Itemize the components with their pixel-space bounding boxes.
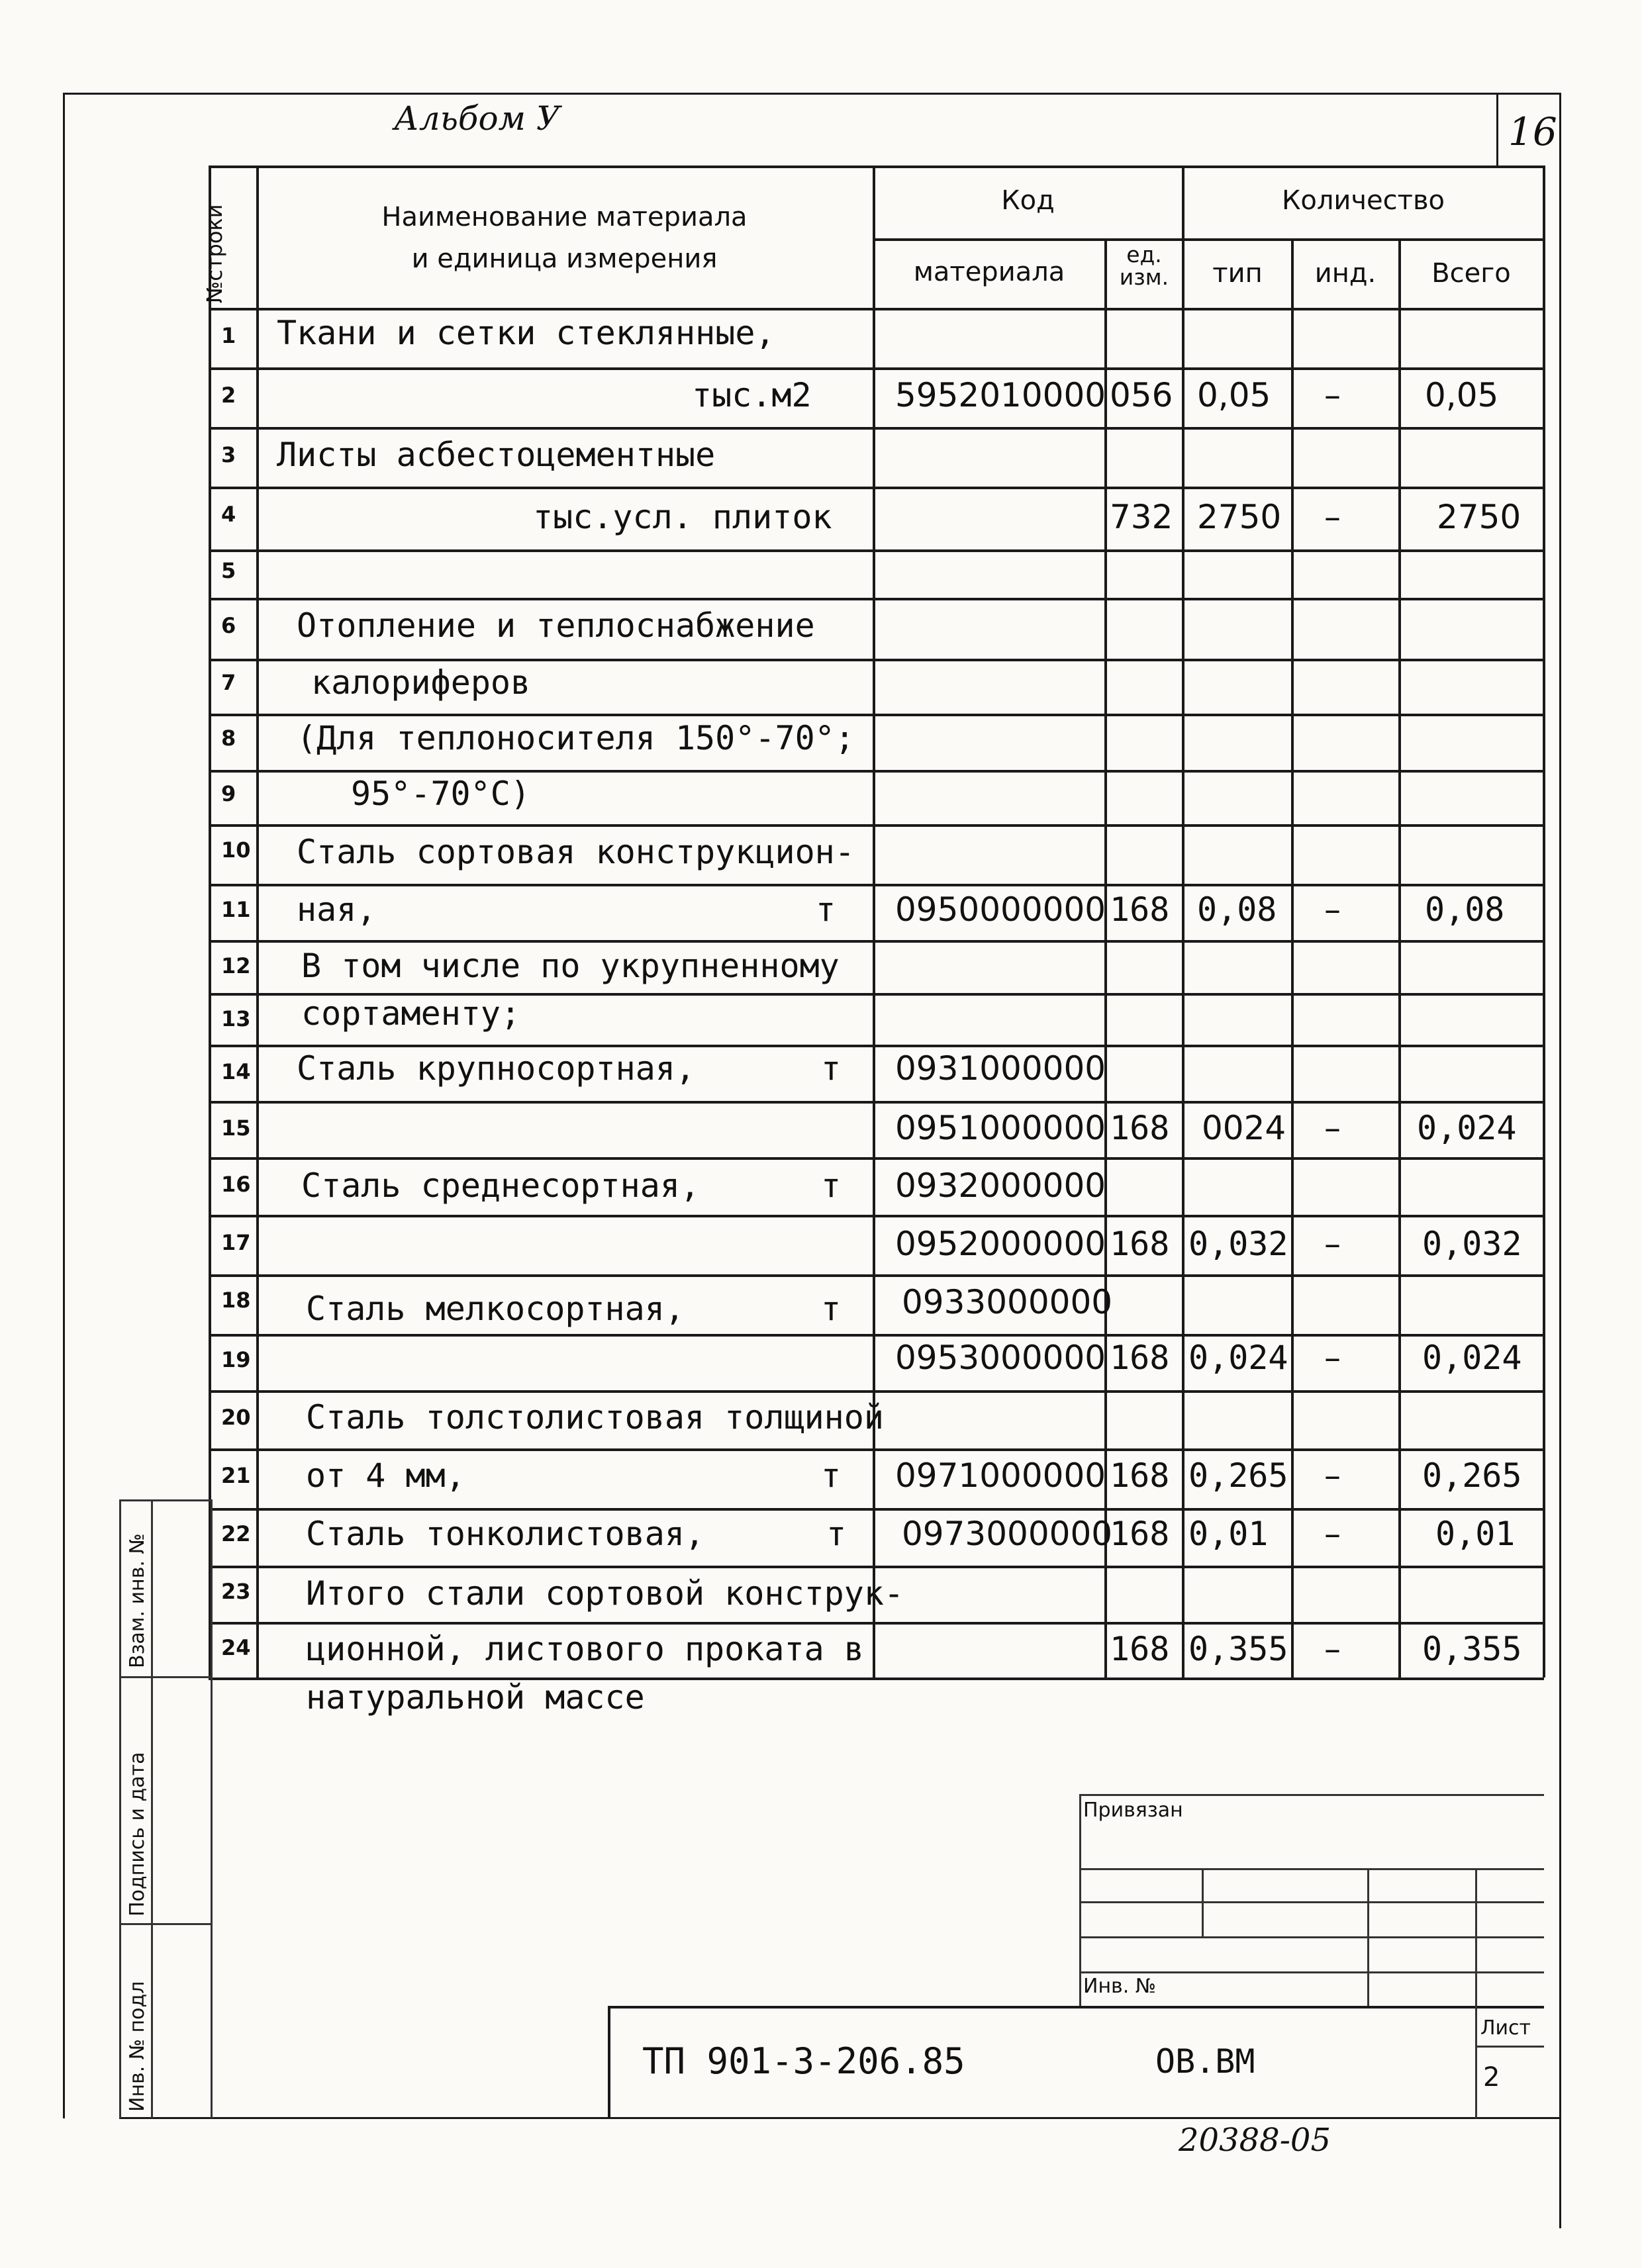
row-number: 23 bbox=[221, 1579, 251, 1604]
row-code: 0971000000 bbox=[895, 1456, 1106, 1495]
row-qty-ind: – bbox=[1324, 1339, 1341, 1377]
row-qty-type: 0,265 bbox=[1188, 1456, 1288, 1495]
row-code: 0950000000 bbox=[895, 890, 1106, 929]
continuation-text: натуральной массе bbox=[306, 1678, 645, 1717]
header-qty-type: тип bbox=[1212, 258, 1263, 289]
row-qty-type: 0,05 bbox=[1197, 376, 1271, 414]
row-qty-type: 0,024 bbox=[1188, 1339, 1288, 1377]
row-line bbox=[209, 1390, 1544, 1393]
row-line bbox=[209, 1448, 1544, 1451]
row-name: от 4 мм, bbox=[306, 1456, 465, 1495]
row-qty-ind: – bbox=[1324, 1109, 1341, 1147]
row-unit: тыс.м2 bbox=[692, 376, 812, 414]
row-qty-ind: – bbox=[1324, 1456, 1341, 1495]
frame-bottom-line bbox=[119, 2117, 1559, 2119]
attached-label: Привязан bbox=[1083, 1799, 1183, 1822]
sheet-label: Лист bbox=[1480, 2016, 1531, 2040]
row-number: 22 bbox=[221, 1521, 251, 1546]
row-qty-total: 0,01 bbox=[1435, 1515, 1516, 1553]
header-top-line bbox=[209, 165, 1544, 168]
row-line bbox=[209, 940, 1544, 943]
header-code-material: материала bbox=[913, 257, 1065, 287]
row-name: Листы асбестоцементные bbox=[277, 436, 716, 474]
row-code: 0953000000 bbox=[895, 1339, 1106, 1377]
title-block-line bbox=[1079, 1868, 1544, 1870]
header-bottom-line bbox=[209, 308, 1544, 310]
side-label-original-inventory: Инв. № подл bbox=[126, 1981, 149, 2112]
row-number: 2 bbox=[221, 383, 236, 408]
row-qty-ind: – bbox=[1324, 1225, 1341, 1263]
row-qty-total: 0,032 bbox=[1422, 1225, 1522, 1263]
row-line bbox=[209, 487, 1544, 489]
bottom-stamp-number: 20388-05 bbox=[1179, 2122, 1331, 2159]
row-name: Сталь мелкосортная, bbox=[306, 1290, 685, 1328]
row-unit: т bbox=[821, 1290, 842, 1328]
row-unit: т bbox=[821, 1456, 842, 1495]
row-qty-total: 0,05 bbox=[1425, 376, 1499, 414]
row-unit-code: 168 bbox=[1110, 1109, 1170, 1147]
row-number: 5 bbox=[221, 558, 236, 583]
row-number: 16 bbox=[221, 1172, 251, 1197]
title-block-line bbox=[1202, 1868, 1204, 1936]
document-mark: ОВ.ВМ bbox=[1155, 2042, 1255, 2081]
document-code: ТП 901-3-206.85 bbox=[642, 2040, 965, 2082]
row-name: Итого стали сортовой конструк- bbox=[306, 1574, 904, 1613]
side-stamp-top-line bbox=[119, 1499, 211, 1501]
row-unit-code: 168 bbox=[1110, 1456, 1170, 1495]
row-name: В том числе по укрупненному bbox=[301, 947, 840, 985]
row-code: 0952000000 bbox=[895, 1225, 1106, 1263]
row-unit: т bbox=[816, 890, 836, 929]
row-unit-code: 732 bbox=[1110, 498, 1173, 536]
side-stamp-sep-line bbox=[119, 1923, 211, 1925]
header-code-unit: ед. изм. bbox=[1119, 242, 1169, 290]
row-qty-total: 2750 bbox=[1437, 498, 1521, 536]
row-qty-type: 0,01 bbox=[1188, 1515, 1269, 1553]
row-number: 12 bbox=[221, 953, 251, 978]
title-box-top bbox=[608, 2006, 1544, 2008]
row-line bbox=[209, 1157, 1544, 1160]
row-number: 6 bbox=[221, 613, 236, 638]
title-block-line bbox=[1079, 1901, 1544, 1903]
row-name: ная, bbox=[297, 890, 377, 929]
row-line bbox=[209, 1045, 1544, 1047]
frame-left-line bbox=[63, 93, 65, 2118]
side-stamp-right-line bbox=[211, 1499, 213, 2118]
row-name: калориферов bbox=[311, 663, 531, 702]
header-row-number: №строки bbox=[202, 204, 227, 303]
row-name: Сталь толстолистовая толщиной bbox=[306, 1398, 884, 1437]
row-code: 0931000000 bbox=[895, 1049, 1106, 1088]
page-number: 16 bbox=[1508, 109, 1557, 154]
row-unit-code: 056 bbox=[1110, 376, 1173, 414]
side-stamp-mid-line bbox=[151, 1499, 153, 2118]
row-number: 1 bbox=[221, 323, 236, 348]
title-box-left bbox=[608, 2006, 610, 2118]
row-number: 17 bbox=[221, 1230, 251, 1255]
side-stamp-sep-line bbox=[119, 1676, 211, 1678]
row-line bbox=[209, 1566, 1544, 1568]
row-qty-type: 2750 bbox=[1197, 498, 1282, 536]
header-qty-ind: инд. bbox=[1314, 258, 1376, 289]
row-line bbox=[209, 659, 1544, 661]
row-qty-total: 0,355 bbox=[1422, 1630, 1522, 1668]
row-name: ционной, листового проката в bbox=[306, 1630, 864, 1668]
row-name: Сталь тонколистовая, bbox=[306, 1515, 705, 1553]
page-number-box-line bbox=[1496, 93, 1498, 165]
header-name-line1: Наименование материала bbox=[381, 202, 748, 232]
row-code: 0973000000 bbox=[902, 1515, 1113, 1553]
row-number: 11 bbox=[221, 897, 251, 922]
row-qty-type: 0,032 bbox=[1188, 1225, 1288, 1263]
album-title: Альбом У bbox=[394, 99, 561, 138]
row-line bbox=[209, 1274, 1544, 1277]
row-qty-total: 0,08 bbox=[1425, 890, 1505, 929]
row-unit: тыс.усл. плиток bbox=[533, 498, 832, 536]
row-name: сортаменту; bbox=[301, 994, 521, 1033]
row-line bbox=[209, 884, 1544, 886]
row-number: 7 bbox=[221, 670, 236, 695]
row-qty-ind: – bbox=[1324, 1515, 1341, 1553]
row-number: 4 bbox=[221, 502, 236, 527]
row-name: (Для теплоносителя 150°-70°; bbox=[297, 719, 855, 757]
row-number: 18 bbox=[221, 1288, 251, 1313]
side-label-signature-date: Подпись и дата bbox=[126, 1752, 149, 1916]
row-line bbox=[209, 367, 1544, 370]
row-line bbox=[209, 598, 1544, 600]
col-line-tip bbox=[1291, 238, 1294, 1677]
row-number: 8 bbox=[221, 726, 236, 751]
header-name-line2: и единица измерения bbox=[411, 244, 718, 274]
row-line bbox=[209, 770, 1544, 773]
row-name: Сталь среднесортная, bbox=[301, 1166, 700, 1205]
row-qty-total: 0,024 bbox=[1422, 1339, 1522, 1377]
sheet-box-mid bbox=[1475, 2046, 1544, 2048]
title-block-line bbox=[1079, 1936, 1544, 1938]
row-unit-code: 168 bbox=[1110, 1515, 1170, 1553]
row-number: 15 bbox=[221, 1115, 251, 1141]
row-qty-total: 0,024 bbox=[1417, 1109, 1517, 1147]
row-qty-total: 0,265 bbox=[1422, 1456, 1522, 1495]
header-qty-total: Всего bbox=[1431, 258, 1511, 289]
row-unit: т bbox=[821, 1049, 842, 1088]
title-block-line bbox=[1079, 1794, 1544, 1796]
row-qty-type: 0,355 bbox=[1188, 1630, 1288, 1668]
row-qty-ind: – bbox=[1324, 1630, 1341, 1668]
row-line bbox=[209, 824, 1544, 827]
side-stamp-left-line bbox=[119, 1499, 121, 2118]
row-line bbox=[209, 549, 1544, 552]
header-mid-line bbox=[873, 238, 1544, 241]
row-number: 19 bbox=[221, 1347, 251, 1372]
row-unit: т bbox=[821, 1166, 842, 1205]
col-line-ind bbox=[1398, 238, 1401, 1677]
row-number: 13 bbox=[221, 1006, 251, 1031]
row-unit-code: 168 bbox=[1110, 1630, 1170, 1668]
row-qty-type: 0,08 bbox=[1197, 890, 1277, 929]
frame-top-line bbox=[63, 93, 1561, 95]
sheet-box-left bbox=[1475, 2006, 1477, 2118]
frame-right-line bbox=[1559, 93, 1561, 2228]
row-unit: т bbox=[826, 1515, 847, 1553]
row-line bbox=[209, 1215, 1544, 1217]
row-code: 0933000000 bbox=[902, 1283, 1113, 1321]
row-line bbox=[209, 1622, 1544, 1625]
row-code: 0932000000 bbox=[895, 1166, 1106, 1205]
row-line bbox=[209, 1334, 1544, 1337]
inventory-number-label: Инв. № bbox=[1083, 1975, 1157, 1998]
row-number: 9 bbox=[221, 781, 236, 806]
row-line bbox=[209, 427, 1544, 430]
title-block-line bbox=[1079, 1971, 1544, 1973]
row-line bbox=[209, 1508, 1544, 1511]
row-number: 24 bbox=[221, 1635, 251, 1660]
row-line bbox=[209, 714, 1544, 716]
row-number: 10 bbox=[221, 837, 251, 863]
side-label-replacement: Взам. инв. № bbox=[126, 1533, 149, 1668]
row-number: 20 bbox=[221, 1405, 251, 1430]
row-unit-code: 168 bbox=[1110, 1339, 1170, 1377]
row-code: 5952010000 bbox=[895, 376, 1106, 414]
row-qty-ind: – bbox=[1324, 376, 1341, 414]
row-qty-ind: – bbox=[1324, 890, 1341, 929]
title-block-line bbox=[1367, 1868, 1369, 2006]
title-block-line bbox=[1079, 1794, 1081, 2006]
title-block-line bbox=[1475, 1868, 1477, 2006]
row-number: 3 bbox=[221, 442, 236, 467]
row-qty-ind: – bbox=[1324, 498, 1341, 536]
row-qty-type: 0024 bbox=[1202, 1109, 1286, 1147]
row-line bbox=[209, 1101, 1544, 1104]
row-code: 0951000000 bbox=[895, 1109, 1106, 1147]
row-name: Сталь крупносортная, bbox=[297, 1049, 696, 1088]
row-name: 95°-70°С) bbox=[351, 775, 530, 813]
row-unit-code: 168 bbox=[1110, 1225, 1170, 1263]
row-number: 14 bbox=[221, 1059, 251, 1084]
header-code: Код bbox=[1001, 185, 1055, 216]
row-name: Отопление и теплоснабжение bbox=[297, 606, 815, 645]
row-unit-code: 168 bbox=[1110, 890, 1170, 929]
row-name: Сталь сортовая конструкцион- bbox=[297, 833, 855, 871]
row-name: Ткани и сетки стеклянные, bbox=[277, 314, 775, 352]
sheet-value: 2 bbox=[1483, 2062, 1500, 2093]
header-quantity: Количество bbox=[1281, 185, 1445, 216]
row-number: 21 bbox=[221, 1463, 251, 1488]
